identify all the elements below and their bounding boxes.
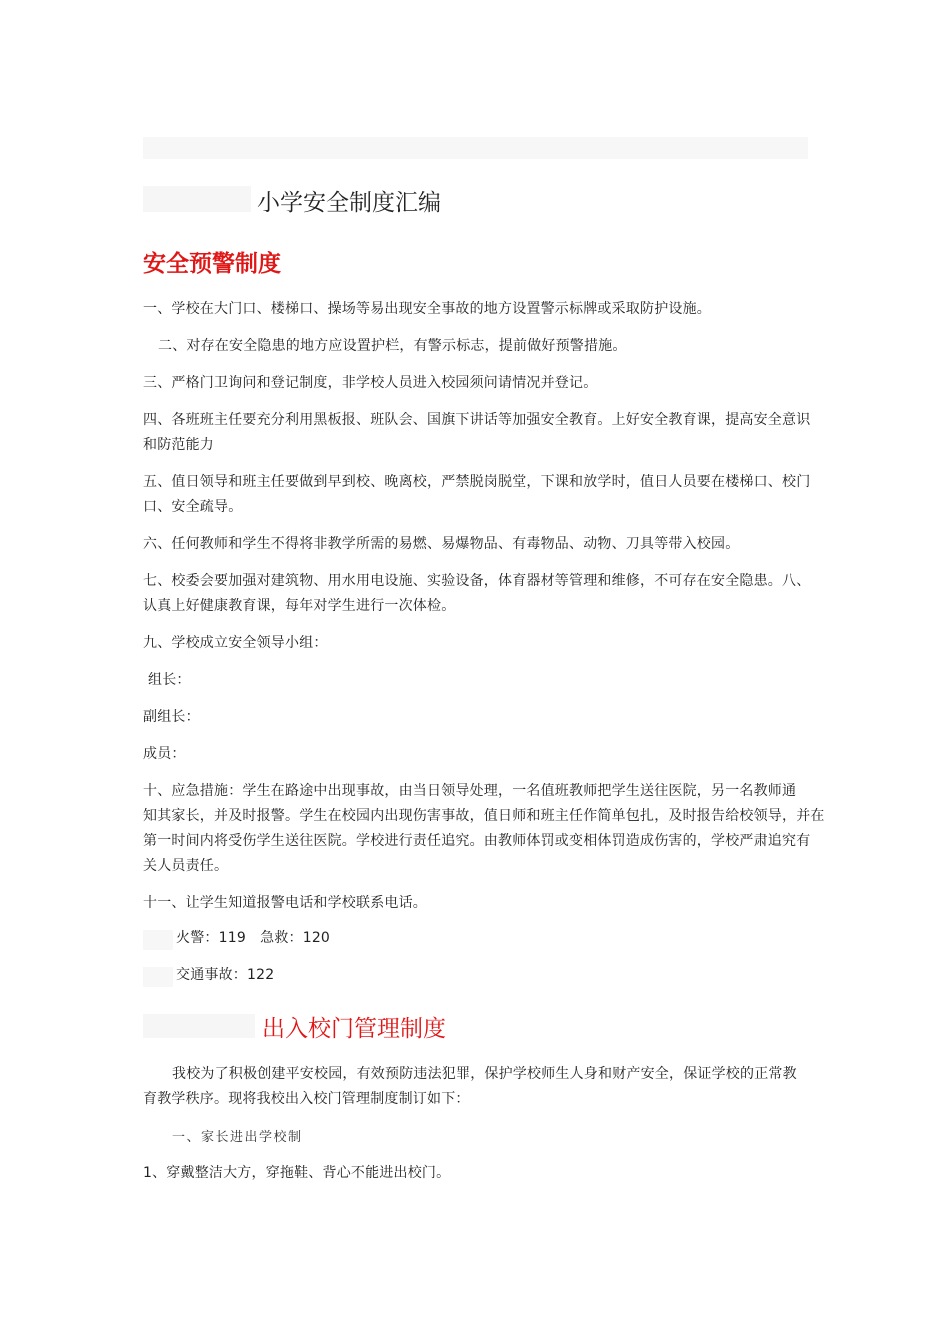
paragraph-item-4-line1: 四、各班班主任要充分利用黑板报、班队会、国旗下讲话等加强安全教育。上好安全教育课，提高安全意识 [143,412,811,428]
phone-fire-emergency: 火警：119 急救：120 [176,930,331,946]
title-shade [143,186,251,212]
paragraph-item-6: 六、任何教师和学生不得将非教学所需的易燃、易爆物品、有毒物品、动物、刀具等带入校园。 [143,536,740,552]
section-heading-gate-management: 出入校门管理制度 [262,1016,446,1042]
paragraph-item-3: 三、严格门卫询问和登记制度，非学校人员进入校园须问请情况并登记。 [143,375,598,391]
rule-1: 1、穿戴整洁大方，穿拖鞋、背心不能进出校门。 [143,1165,451,1181]
subheading-parents-entry: 一、家长进出学校制 [172,1130,303,1145]
paragraph-item-7-line1: 七、校委会要加强对建筑物、用水用电设施、实验设备，体育器材等管理和维修，不可存在安全隐患。八、 [143,573,811,589]
document-title: 小学安全制度汇编 [257,190,441,216]
paragraph-item-5-line1: 五、值日领导和班主任要做到早到校、晚离校，严禁脱岗脱堂，下课和放学时，值日人员要在楼梯口、校门 [143,474,811,490]
members-label: 成员： [143,746,186,762]
indent-shade [143,930,173,950]
vice-leader-label: 副组长： [143,709,200,725]
intro-line2: 育教学秩序。现将我校出入校门管理制度制订如下： [143,1091,470,1107]
header-band [143,137,808,159]
indent-shade [143,967,173,987]
paragraph-item-10-line4: 关人员责任。 [143,858,229,874]
paragraph-item-10-line3: 第一时间内将受伤学生送往医院。学校进行责任追究。由教师体罚或变相体罚造成伤害的，学校严肃追究有 [143,833,811,849]
paragraph-item-2: 二、对存在安全隐患的地方应设置护栏，有警示标志，提前做好预警措施。 [158,338,627,354]
paragraph-item-10-line1: 十、应急措施：学生在路途中出现事故，由当日领导处理，一名值班教师把学生送往医院，另一名教师通 [143,783,797,799]
paragraph-item-10-line2: 知其家长，并及时报警。学生在校园内出现伤害事故，值日师和班主任作简单包扎，及时报告给校领导，并在 [143,808,825,824]
paragraph-item-5-line2: 口、安全疏导。 [143,499,243,515]
paragraph-item-4-line2: 和防范能力 [143,437,214,453]
section-heading-safety-warning: 安全预警制度 [143,251,281,277]
paragraph-item-1: 一、学校在大门口、楼梯口、操场等易出现安全事故的地方设置警示标牌或采取防护设施。 [143,301,711,317]
paragraph-item-7-line2: 认真上好健康教育课，每年对学生进行一次体检。 [143,598,456,614]
section2-shade [143,1014,255,1038]
leader-label: 组长： [148,672,191,688]
intro-line1: 我校为了积极创建平安校园，有效预防违法犯罪，保护学校师生人身和财产安全，保证学校的正常教 [172,1066,797,1082]
paragraph-item-9: 九、学校成立安全领导小组： [143,635,328,651]
paragraph-item-11: 十一、让学生知道报警电话和学校联系电话。 [143,895,427,911]
phone-traffic: 交通事故：122 [176,967,275,983]
